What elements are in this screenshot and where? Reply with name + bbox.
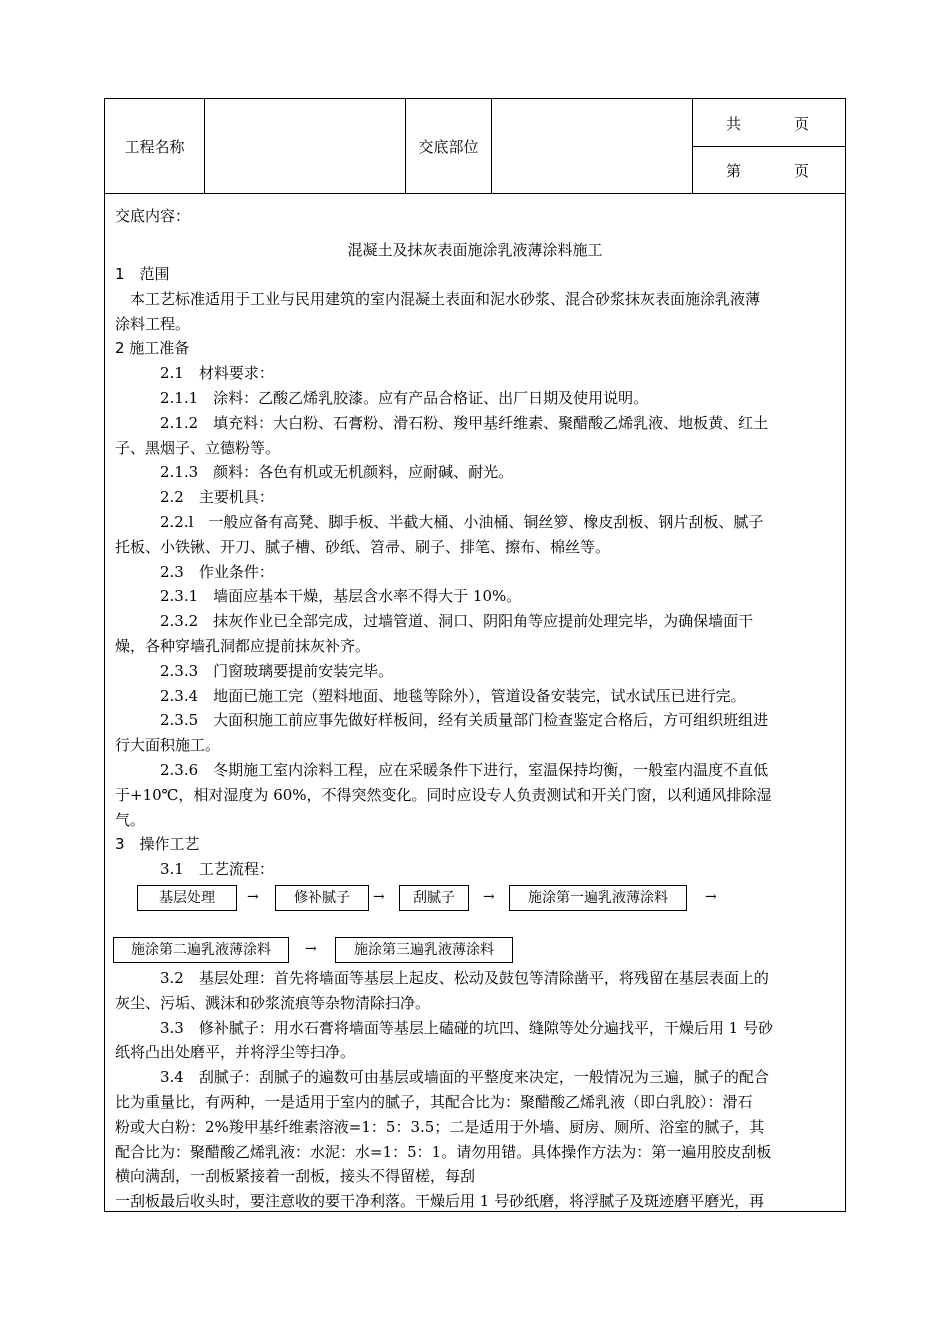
content-line: 于+10℃，相对湿度为 60%，不得突然变化。同时应设专人负责测试和开关门窗，以利通风排除湿 bbox=[115, 785, 772, 804]
project-name-field[interactable] bbox=[205, 99, 406, 193]
flow-arrow: → bbox=[247, 889, 259, 905]
flow-arrow: → bbox=[373, 889, 385, 905]
total-pages-label-a: 共 bbox=[726, 115, 742, 133]
content-line: 2.3.3 门窗玻璃要提前安装完毕。 bbox=[115, 661, 394, 680]
content-line: 2 施工准备 bbox=[115, 339, 190, 358]
total-pages-label-b: 页 bbox=[794, 115, 810, 133]
flow-step-second-coat: 施涂第二遍乳液薄涂料 bbox=[113, 937, 289, 963]
location-field[interactable] bbox=[492, 99, 693, 193]
disclosure-sheet bbox=[104, 98, 846, 1212]
content-line: 本工艺标准适用于工业与民用建筑的室内混凝土表面和泥水砂浆、混合砂浆抹灰表面施涂乳液薄 bbox=[115, 289, 761, 308]
content-line: 3.1 工艺流程： bbox=[115, 860, 274, 879]
content-line: 托板、小铁锹、开刀、腻子槽、砂纸、笤帚、刷子、排笔、擦布、棉丝等。 bbox=[115, 537, 611, 556]
content-line: 3 操作工艺 bbox=[115, 835, 200, 854]
flow-arrow: → bbox=[305, 941, 317, 957]
content-line: 涂料工程。 bbox=[115, 314, 191, 333]
flow-arrow: → bbox=[705, 889, 717, 905]
flow-step-putty-scrape: 刮腻子 bbox=[399, 885, 469, 911]
content-line: 灰尘、污垢、溅沫和砂浆流痕等杂物清除扫净。 bbox=[115, 993, 431, 1012]
intro-label: 交底内容： bbox=[115, 207, 191, 225]
content-line: 2.3.1 墙面应基本干燥，基层含水率不得大于 10%。 bbox=[115, 587, 522, 606]
content-line: 燥，各种穿墙孔洞都应提前抹灰补齐。 bbox=[115, 637, 371, 655]
flow-arrow: → bbox=[483, 889, 495, 905]
document-title: 混凝土及抹灰表面施涂乳液薄涂料施工 bbox=[347, 241, 603, 259]
content-line: 纸将凸出处磨平，并将浮尘等扫净。 bbox=[115, 1043, 356, 1062]
content-line: 2.3.2 抹灰作业已全部完成，过墙管道、洞口、阴阳角等应提前处理完毕，为确保墙面干 bbox=[115, 612, 754, 631]
location-label: 交底部位 bbox=[406, 99, 492, 193]
flow-step-putty-repair: 修补腻子 bbox=[275, 885, 369, 911]
flow-step-base-treatment: 基层处理 bbox=[137, 885, 237, 911]
content-line: 3.3 修补腻子：用水石膏将墙面等基层上磕碰的坑凹、缝隙等处分遍找平，干燥后用 1 号砂 bbox=[115, 1018, 773, 1037]
content-line: 气。 bbox=[115, 810, 146, 829]
page-label-a: 第 bbox=[726, 162, 742, 180]
content-line: 3.2 基层处理：首先将墙面等基层上起皮、松动及鼓包等清除凿平，将残留在基层表面上的 bbox=[115, 969, 769, 987]
content-line: 2.2.l 一般应备有高凳、脚手板、半截大桶、小油桶、铜丝箩、橡皮刮板、钢片刮板、腻子 bbox=[115, 513, 764, 531]
content-line: 2.1.3 颜料：各色有机或无机颜料，应耐碱、耐光。 bbox=[115, 463, 514, 482]
content-line: 配合比为：聚醋酸乙烯乳液：水泥：水=1：5：1。请勿用错。具体操作方法为：第一遍用胶皮刮板 bbox=[115, 1142, 772, 1161]
flow-step-first-coat: 施涂第一遍乳液薄涂料 bbox=[509, 885, 687, 911]
flow-step-third-coat: 施涂第三遍乳液薄涂料 bbox=[335, 937, 513, 963]
content-line: 横向满刮，一刮板紧接着一刮板，接头不得留槎，每刮 bbox=[115, 1167, 476, 1186]
project-name-label: 工程名称 bbox=[105, 99, 205, 193]
content-line: 2.1.1 涂料：乙酸乙烯乳胶漆。应有产品合格证、出厂日期及使用说明。 bbox=[115, 389, 649, 407]
content-line: 比为重量比，有两种，一是适用于室内的腻子，其配合比为：聚醋酸乙烯乳液（即白乳胶）：滑石 bbox=[115, 1093, 753, 1111]
content-line: 2.2 主要机具： bbox=[115, 488, 274, 507]
content-line: 一刮板最后收头时，要注意收的要干净利落。干燥后用 1 号砂纸磨，将浮腻子及斑迹磨平磨光，再 bbox=[115, 1192, 765, 1211]
content-line: 2.3 作业条件： bbox=[115, 562, 274, 581]
content-line: 2.3.6 冬期施工室内涂料工程，应在采暖条件下进行，室温保持均衡，一般室内温度不直低 bbox=[115, 761, 769, 779]
content-line: 2.3.4 地面已施工完（塑料地面、地毯等除外），管道设备安装完，试水试压已进行完。 bbox=[115, 686, 746, 705]
content-line: 2.1.2 填充料：大白粉、石膏粉、滑石粉、羧甲基纤维素、聚醋酸乙烯乳液、地板黄、红土 bbox=[115, 413, 769, 432]
content-line: 粉或大白粉：2%羧甲基纤维素溶液=1：5：3.5；二是适用于外墙、厨房、厕所、浴室的腻子，其 bbox=[115, 1117, 765, 1136]
content-line: 子、黑烟子、立德粉等。 bbox=[115, 438, 281, 457]
header-table bbox=[105, 99, 845, 194]
page-number-cell bbox=[692, 146, 845, 193]
content-line: 2.1 材料要求： bbox=[115, 364, 274, 383]
total-pages-cell bbox=[692, 99, 845, 147]
content-line: 2.3.5 大面积施工前应事先做好样板间，经有关质量部门检查鉴定合格后，方可组织班组进 bbox=[115, 711, 769, 730]
content-line: 3.4 刮腻子：刮腻子的遍数可由基层或墙面的平整度来决定，一般情况为三遍，腻子的配合 bbox=[115, 1068, 769, 1087]
content-line: 行大面积施工。 bbox=[115, 736, 221, 755]
content-line: 1 范围 bbox=[115, 265, 170, 283]
page-label-b: 页 bbox=[794, 162, 810, 180]
